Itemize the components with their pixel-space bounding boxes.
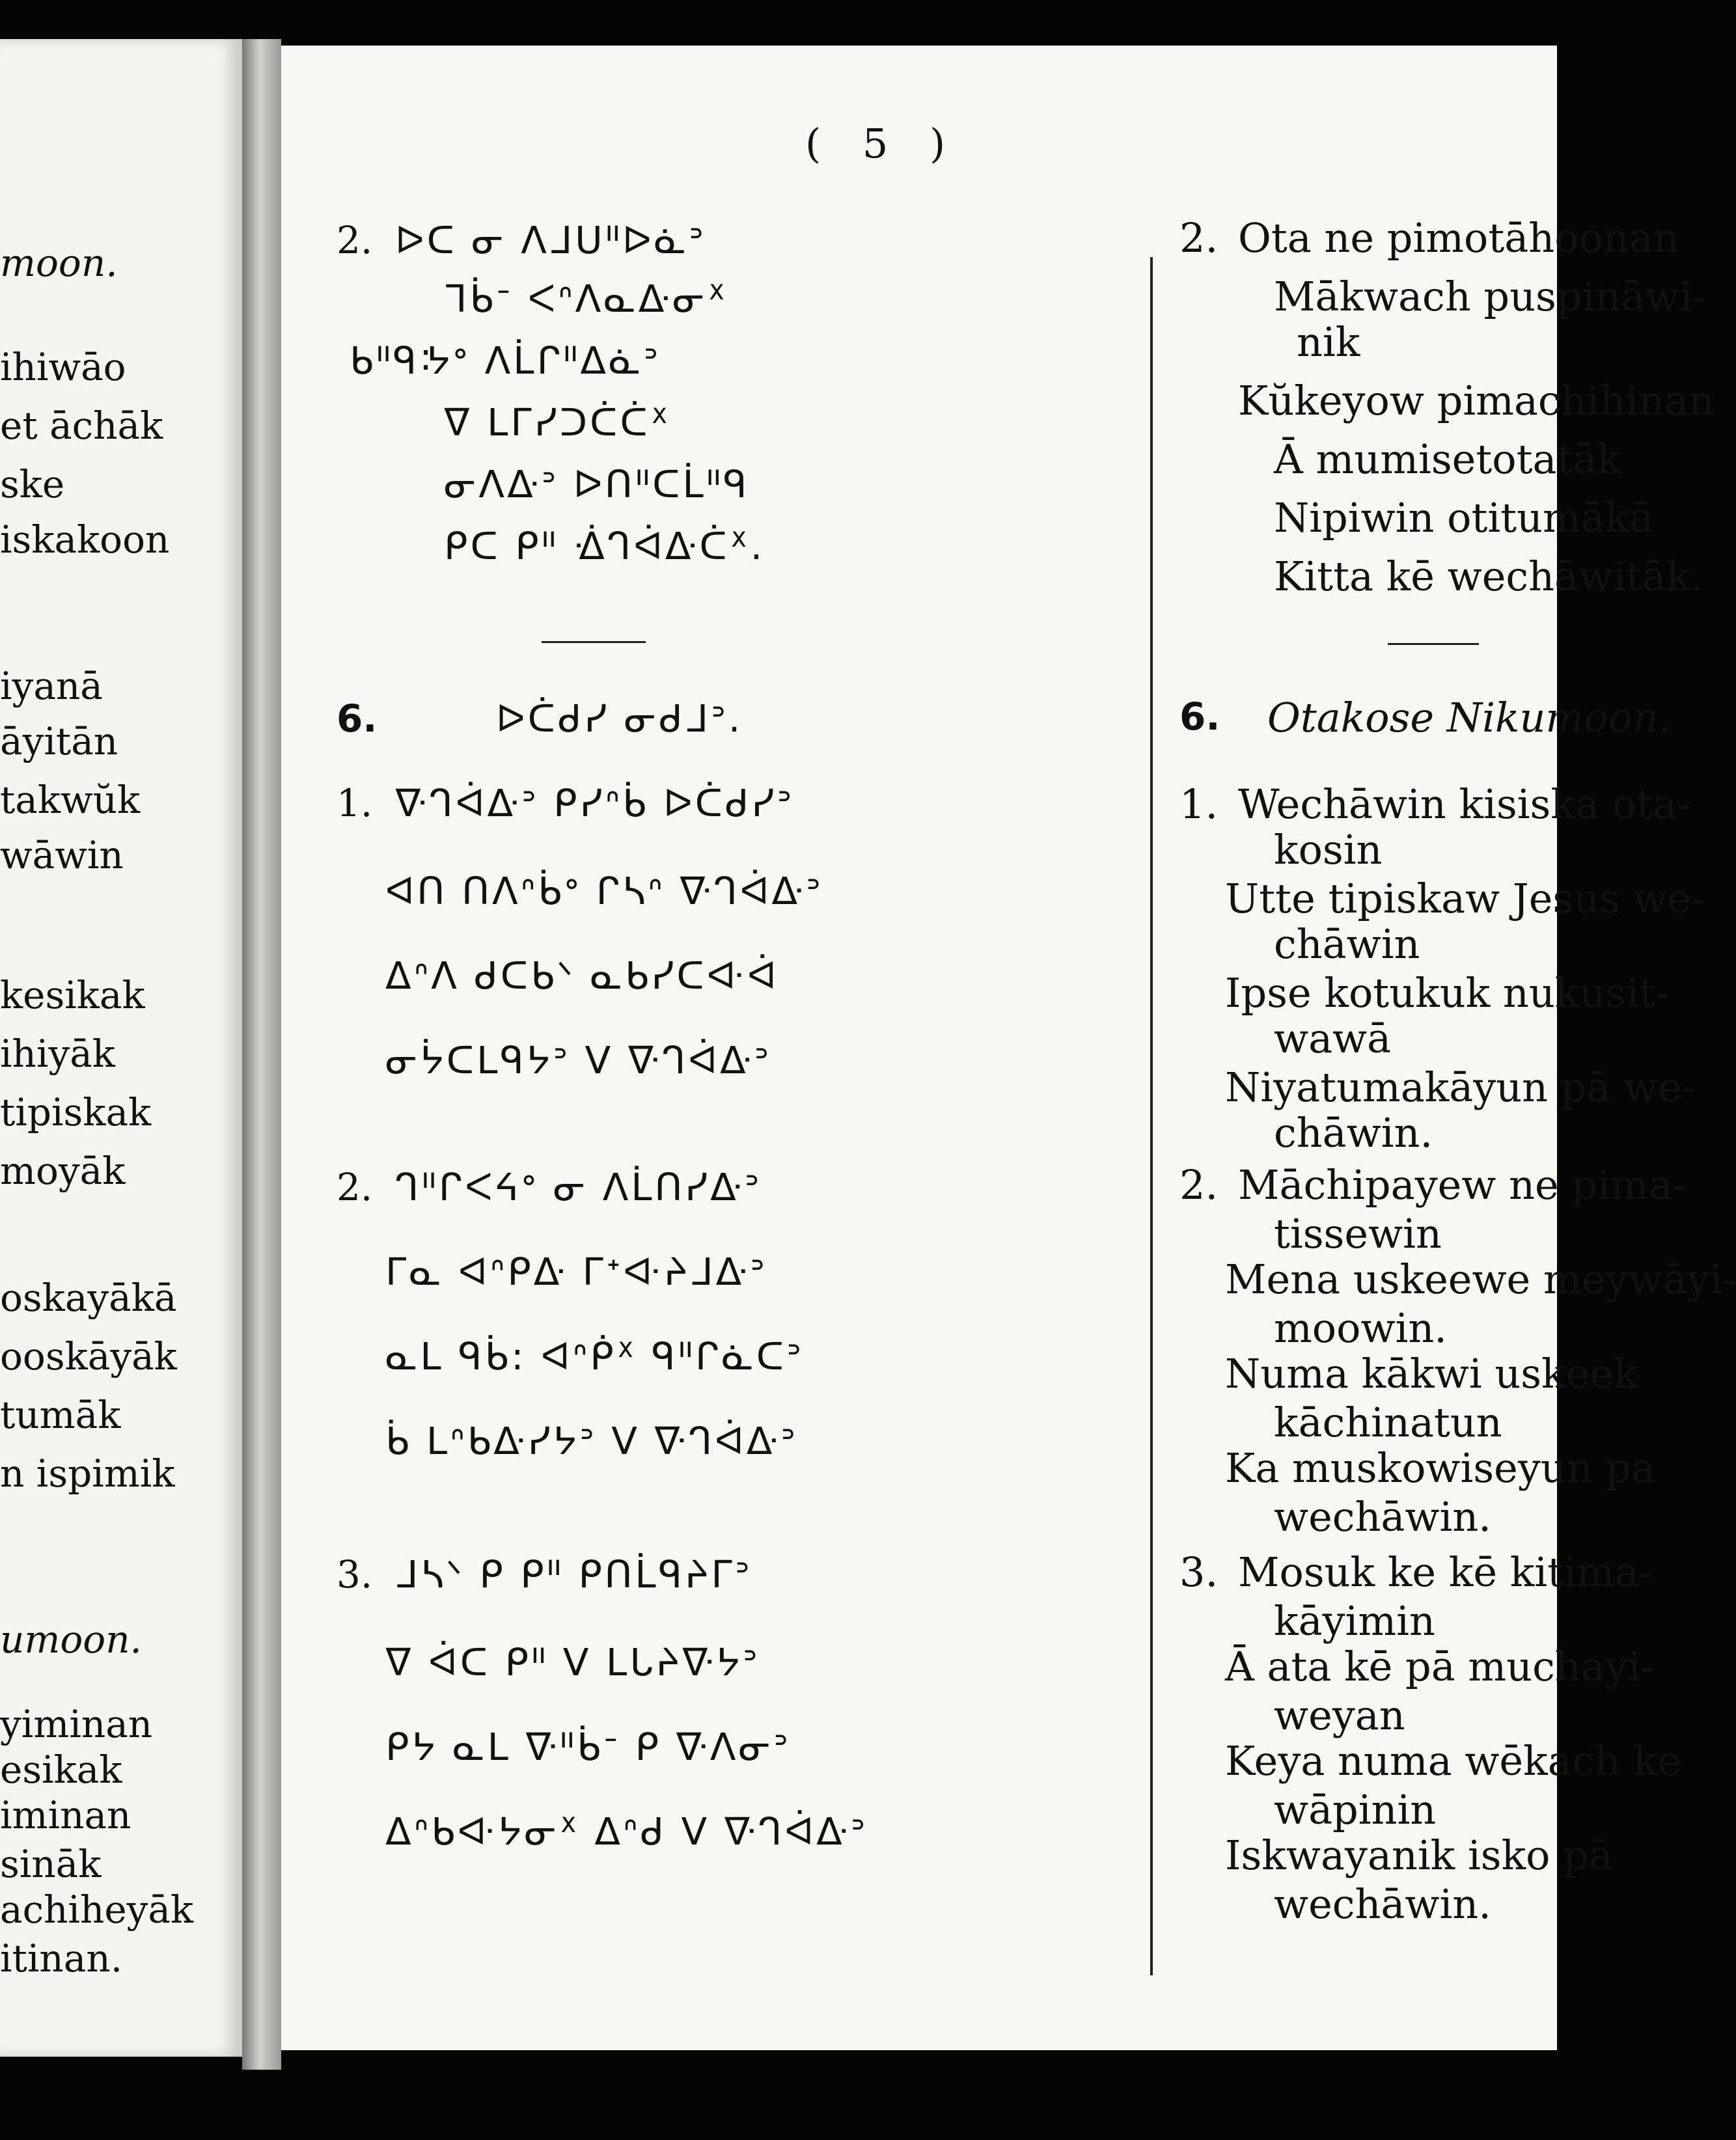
verse-number: 1. [1179,780,1219,828]
verse-line: Kŭkeyow pimachihinan [1238,377,1715,424]
left-fragment: kesikak [0,973,145,1017]
syllabic-line: ᐊᑎ ᑎᐱᐢᑳᐤ ᒋᓴᐢ ᐍᒉᐋᐏᐣ [385,869,823,913]
verse-line: kosin [1274,826,1383,873]
section-number: 6. [337,696,378,741]
verse-line: Iskwayanik isko pā [1225,1831,1613,1879]
verse-line: Mosuk ke kē kitima- [1238,1548,1653,1596]
verse-line: Mākwach puspināwi- [1274,273,1707,320]
verse-line: moowin. [1274,1304,1447,1352]
left-fragment: et āchāk [0,404,163,448]
verse-number: 3. [1179,1548,1219,1596]
section-divider [1388,643,1479,645]
left-fragment: esikak [0,1748,122,1792]
left-fragment: n ispimik [0,1451,175,1496]
syllabic-line: ᒉᐦᒋᐸᔦᐤ ᓂ ᐱᒫᑎᓯᐏᐣ [395,1165,762,1209]
verse-line: Niyatumakāyun pā we- [1225,1063,1696,1111]
left-fragment: wāwin [0,833,124,877]
verse-line: Keya numa wēkach ke [1225,1737,1682,1785]
verse-line: chāwin [1274,920,1420,968]
column-divider [1150,257,1153,1975]
previous-page [0,39,242,2057]
left-fragment: takwŭk [0,778,141,822]
left-fragment: umoon. [0,1617,142,1662]
verse-line: chāwin. [1274,1109,1433,1157]
verse-line: Nipiwin otitumākā [1274,494,1654,542]
left-fragment: moyāk [0,1149,126,1193]
left-fragment: oskayākā [0,1276,177,1320]
verse-line: wechāwin. [1274,1493,1491,1541]
verse-line: wechāwin. [1274,1880,1491,1928]
left-fragment: iskakoon [0,517,170,562]
left-fragment: achiheyāk [0,1887,194,1932]
syllabic-line: ᒧᓴᐠ ᑭ ᑭᐦ ᑭᑎᒫᑫᔨᒥᐣ [395,1552,752,1597]
verse-number: 3. [337,1552,373,1597]
page-number: ( 5 ) [805,120,960,167]
left-fragment: ooskāyāk [0,1334,177,1379]
section-number: 6. [1179,694,1220,739]
syllabic-line: ᐁ ᐋᑕ ᑭᐦ ᐯ ᒪᒐᔨᐍᔭᐣ [385,1640,760,1684]
syllabic-line: ᓂᔮᑕᒪᑫᔭᐣ ᐯ ᐍᒉᐋᐏᐣ [385,1038,772,1082]
verse-line: Māchipayew ne pima- [1238,1161,1687,1209]
verse-line: Ota ne pimotāhoonan [1238,214,1679,262]
left-fragment: āyitān [0,719,118,763]
left-fragment: tumāk [0,1393,121,1437]
syllabic-line: ᐍᒉᐋᐏᐣ ᑭᓯᐢᑳ ᐅᑖᑯᓯᐣ [395,781,795,825]
syllabic-line: ᐃᐢᑲᐘᔭᓂᕽ ᐃᐢᑯ ᐯ ᐍᒉᐋᐏᐣ [385,1809,868,1854]
verse-number: 1. [337,781,373,825]
verse-number: 2. [1179,1161,1219,1209]
verse-line: Ka muskowiseyun pa [1225,1444,1656,1492]
verse-line: Kitta kē wechāwitāk. [1274,553,1704,600]
syllabic-line: ᒣᑳᐨ ᐸᐢᐱᓇᐏᓂᕽ [444,277,728,321]
syllabic-line: ᓇᒪ ᑫᑳ: ᐊᐢᑮᕽ ᑫᐦᒋᓈᑕᐣ [385,1334,804,1379]
left-fragment: tipiskak [0,1090,152,1134]
left-fragment: yiminan [0,1702,153,1746]
left-fragment: ihiyāk [0,1032,115,1076]
verse-line: nik [1297,318,1360,366]
left-fragment: itinan. [0,1936,123,1981]
verse-line: tissewin [1274,1210,1442,1257]
left-fragment: ihiwāo [0,345,126,389]
syllabic-line: ᑭᑕ ᑭᐦ ᐐᒉᐋᐏᑖᕽ. [444,524,765,568]
verse-line: wawā [1274,1015,1392,1062]
section-divider [542,641,646,643]
syllabic-line: ᑭᔭ ᓇᒪ ᐍᐦᑳᐨ ᑭ ᐍᐱᓂᐣ [385,1725,791,1769]
verse-number: 2. [337,218,373,262]
syllabic-line: ᑳ ᒪᐢᑲᐏᓯᔭᐣ ᐯ ᐍᒉᐋᐏᐣ [385,1419,798,1463]
verse-line: Ā mumisetotatāk [1274,435,1621,483]
section-title: Otakose Nikumoon. [1267,694,1672,741]
verse-line: Numa kākwi uskeek [1225,1350,1638,1397]
left-fragment: ske [0,462,65,506]
syllabic-line: ᐁ ᒪᒥᓯᑐᑖᑖᕽ [444,400,671,445]
syllabic-line: ᐅᑕ ᓂ ᐱᒧᑌᐦᐅᓈᐣ [395,218,706,262]
verse-number: 2. [1179,214,1219,262]
verse-line: wāpinin [1274,1786,1437,1833]
left-fragment: moon. [0,241,118,285]
current-page [281,46,1736,2050]
verse-line: Ipse kotukuk nukusit- [1225,969,1669,1017]
verse-line: weyan [1274,1692,1405,1739]
syllabic-line: ᒥᓇ ᐊᐢᑭᐏ ᒥᕀᐘᔨᒧᐏᐣ [385,1250,767,1294]
book-gutter [242,39,281,2070]
section-title: ᐅᑖᑯᓯ ᓂᑯᒧᐣ. [496,696,743,741]
left-fragment: sināk [0,1842,102,1886]
left-fragment: iminan [0,1793,131,1837]
verse-line: Mena uskeewe meywāyi- [1225,1255,1736,1303]
syllabic-line: ᓂᐱᐏᐣ ᐅᑎᐦᑕᒫᐦᑫ [444,462,750,506]
verse-number: 2. [337,1165,373,1209]
verse-line: Utte tipiskaw Jesus we- [1225,875,1705,922]
verse-line: kāchinatun [1274,1399,1502,1446]
verse-line: kāyimin [1274,1597,1435,1645]
syllabic-line: ᐃᐢᐱ ᑯᑕᑲᐠ ᓇᑲᓯᑕᐘᐋ [385,953,779,998]
verse-line: Wechāwin kisiska ota- [1238,780,1690,828]
left-fragment: iyanā [0,664,103,708]
verse-line: Ā ata kē pā muchayi- [1225,1643,1655,1690]
syllabic-line: ᑲᐦᑫᔽᐤ ᐱᒫᒋᐦᐃᓈᐣ [350,338,661,383]
